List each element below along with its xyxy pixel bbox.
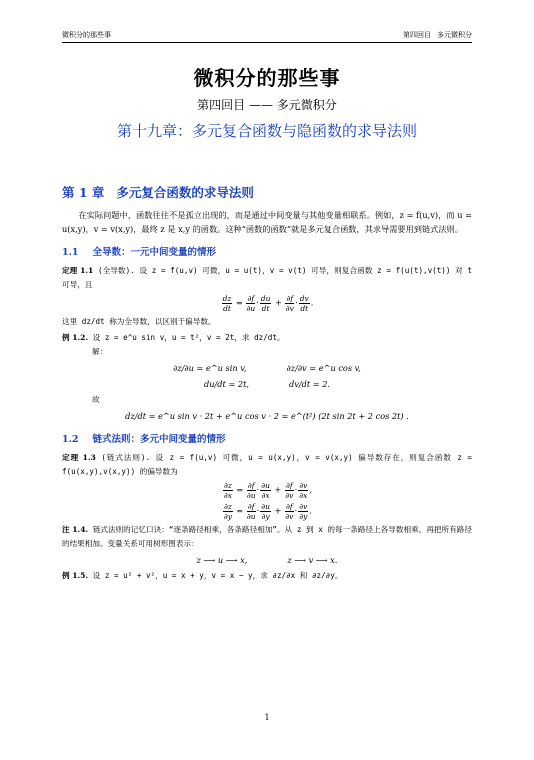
therefore-label: 故 xyxy=(92,395,100,404)
intro-paragraph: 在实际问题中，函数往往不是孤立出现的，而是通过中间变量与其他变量相联系。例如，z = f(u,v)，而 u = u(x,y)，v = v(x,y)，最终 z 是 x,y 的函数。这种“函数的函数”就是多元复合函数，其求导需要用到链式法则。 xyxy=(62,210,472,234)
chapter-title: 第十九章：多元复合函数与隐函数的求导法则 xyxy=(116,122,417,140)
theorem-label: 定理 1.3 xyxy=(62,453,96,462)
subsection-title: 链式法则：多元中间变量的情形 xyxy=(92,434,226,445)
theorem-1-1 xyxy=(62,264,472,292)
tree-path-u: z ⟶ u ⟶ x, xyxy=(196,555,248,565)
section-number: 第 1 章 xyxy=(62,185,105,200)
subsection-heading-2 xyxy=(62,433,472,447)
chain-rule-y: $\frac{\partial z}{\partial y}$ = $\frac{\partial f}{\partial u}$ · $\frac{\partial u}{\partial y}$ + $\frac{\partial f}{\partial v}$ · $\frac{\partial v}{\partial y}$ . xyxy=(223,502,313,521)
document-subtitle: 第四回目 —— 多元微积分 xyxy=(197,98,337,112)
theorem-text: (全导数). 设 z = f(u,v) 可微，u = u(t)，v = v(t) 可导，则复合函数 z = f(u(t),v(t)) 对 t 可导，且 xyxy=(62,266,472,289)
final-result: dz/dt = e^u sin v · 2t + e^u cos v · 2 = e^(t²) (2t sin 2t + 2 cos 2t) . xyxy=(125,411,409,421)
note-text: 链式法则的记忆口诀：“逐条路径相乘，各条路径相加”。从 z 到 x 的每一条路径上各导数相乘，再把所有路径的结果相加。变量关系可用树形图表示： xyxy=(62,525,472,548)
example-1-5 xyxy=(62,569,472,583)
dv-dt: dv/dt = 2. xyxy=(288,379,331,389)
subsection-heading-1 xyxy=(62,246,472,260)
du-dt: du/dt = 2t, xyxy=(203,379,249,389)
total-derivative-note: 这里 dz/dt 称为全导数，以区别于偏导数。 xyxy=(62,317,216,326)
dv-partial: ∂z/∂v = e^u cos v, xyxy=(286,363,361,373)
theorem-1-3 xyxy=(62,451,472,479)
example-label: 例 1.2. xyxy=(62,333,89,342)
solution-row-1 xyxy=(62,361,472,375)
example-text: 设 z = e^u sin v，u = t²，v = 2t，求 dz/dt。 xyxy=(92,333,285,342)
chain-rule-x: $\frac{\partial z}{\partial x}$ = $\frac{\partial f}{\partial u}$ · $\frac{\partial u}{\partial x}$ + $\frac{\partial f}{\partial v}$ · $\frac{\partial v}{\partial x}$ , xyxy=(223,481,313,500)
header-right-a: 第四回目 xyxy=(403,31,431,39)
header-right-b: 多元微积分 xyxy=(437,31,472,39)
page-number: 1 xyxy=(264,713,270,722)
header-right xyxy=(403,30,472,40)
section-heading xyxy=(62,186,472,200)
running-header xyxy=(62,28,472,43)
header-left: 微积分的那些事 xyxy=(62,31,111,39)
tree-diagram xyxy=(62,553,472,567)
theorem-text: (链式法则). 设 z = f(u,v) 可微，u = u(x,y)，v = v(x,y) 偏导数存在，则复合函数 z = f(u(x,y),v(x,y)) 的偏导数为 xyxy=(62,453,472,476)
solution-row-2 xyxy=(62,377,472,391)
subsection-number: 1.1 xyxy=(62,247,79,258)
example-label: 例 1.5. xyxy=(62,571,89,580)
page-body xyxy=(62,186,472,583)
du-partial: ∂z/∂u = e^u sin v, xyxy=(173,363,247,373)
subsection-title: 全导数：一元中间变量的情形 xyxy=(92,247,217,258)
example-1-2 xyxy=(62,331,472,345)
note-1-4 xyxy=(62,523,472,551)
subsection-number: 1.2 xyxy=(62,434,79,445)
section-title: 多元复合函数的求导法则 xyxy=(116,185,254,200)
theorem-label: 定理 1.1 xyxy=(62,266,94,275)
note-label: 注 1.4. xyxy=(62,525,89,534)
solution-label: 解： xyxy=(92,347,108,356)
total-derivative-equation: $\frac{dz}{dt}$ = $\frac{\partial f}{\partial u}$ · $\frac{du}{dt}$ + $\frac{\partial f}{\partial v}$ · $\frac{dv}{dt}$ . xyxy=(222,294,314,313)
example-text: 设 z = u² + v²，u = x + y，v = x − y，求 ∂z/∂x 和 ∂z/∂y。 xyxy=(92,571,343,580)
tree-path-v: z ⟶ v ⟶ x. xyxy=(287,555,338,565)
document-title: 微积分的那些事 xyxy=(193,66,341,90)
